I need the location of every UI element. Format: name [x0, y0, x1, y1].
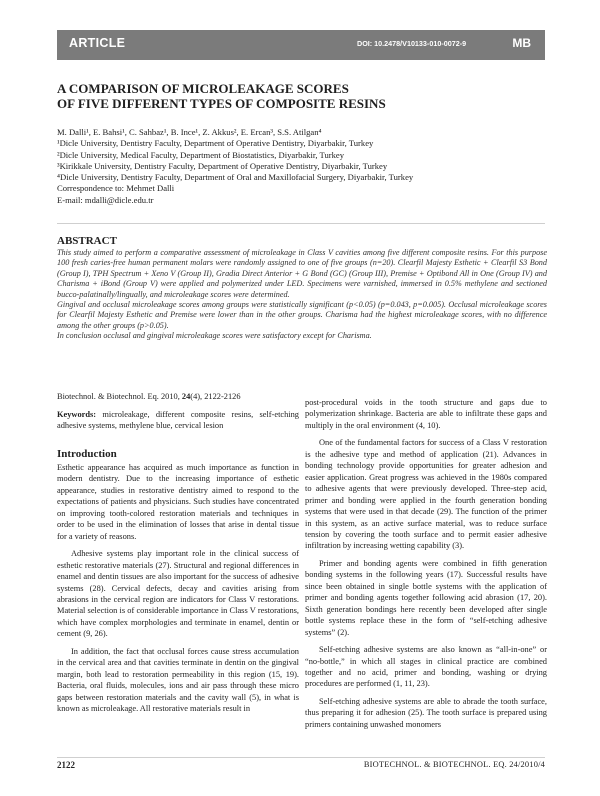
- article-title: [57, 81, 547, 111]
- citation-suffix: (4), 2122-2126: [190, 392, 241, 401]
- correspondence: Correspondence to: Mehmet Dalli: [57, 183, 175, 194]
- email[interactable]: E-mail: mdalli@dicle.edu.tr: [57, 194, 154, 205]
- abstract-paragraph: In conclusion occlusal and gingival microleakage scores were satisfactory except for Charisma.: [57, 331, 372, 341]
- author-list: M. Dalli¹, E. Bahsi¹, C. Sahbaz¹, B. Ince¹, Z. Akkus², E. Ercan³, S.S. Atilgan⁴: [57, 127, 322, 137]
- author-block: [57, 127, 547, 206]
- body-paragraph: post-procedural voids in the tooth structure and gaps due to polymerization shrinkage. Bacteria are able to infiltrate these gaps and multiply in the oral environment (4, 10).: [305, 398, 547, 430]
- body-paragraph: Esthetic appearance has acquired as much importance as function in modern dentistry. Due to the increasing importance of esthetic appearance, studies in restorative dentistry aimed to respond to the expectations of patients and physicians. Such studies have concentrated on improving tooth-colored restoration materials and techniques in order to be used in the elimination of losses that arise in dental tissue for a variety of reasons.: [57, 463, 299, 541]
- affiliation-1: ¹Dicle University, Dentistry Faculty, Department of Operative Dentistry, Diyarbakir, Turkey: [57, 138, 374, 149]
- right-column-body: [305, 397, 547, 730]
- citation-volume: 24: [181, 392, 191, 401]
- body-paragraph: Self-etching adhesive systems are also known as “all-in-one” or “no-bottle,” in which all stages in clinical practice are combined together and no acid, primer and bonding, washing or drying procedures are performed (1, 11, 23).: [305, 645, 547, 689]
- abstract-heading: ABSTRACT: [57, 235, 117, 247]
- abstract-body: [57, 248, 547, 342]
- abstract-divider: [57, 223, 545, 224]
- doi-label[interactable]: DOI: 10.2478/V10133-010-0072-9: [357, 39, 467, 48]
- body-paragraph: Adhesive systems play important role in the clinical success of esthetic restorative materials (27). Structural and regional differences in enamel and dentin tissues are also important for the success of adhesive systems (28). Cervical defects, decay and cavities arising from abrasions in the cervical region are indicators for Class V restorations. Material selection is of considerable importance in Class V restorations, which have complex morphologies and terminate in enamel, dentin or cement (9, 26).: [57, 549, 299, 639]
- citation-line: [57, 391, 299, 402]
- affiliation-3: ³Kirikkale University, Dentistry Faculty, Department of Operative Dentistry, Diyarbakir, Turkey: [57, 160, 388, 171]
- body-paragraph: Self-etching adhesive systems are able to abrade the tooth surface, thus preparing it for adhesion (25). The tooth surface is prepared using primers containing unwashed monomers: [305, 696, 547, 729]
- body-paragraph: In addition, the fact that occlusal forces cause stress accumulation in the cervical area and that cavities terminate in dentin on the gingival margin, both lead to restoration permeability in this region (15, 19). Bacteria, oral fluids, molecules, ions and air pass through these micro gaps between restoration materials and the cavity wall (5), in what is known as microleakage. All restorative materials result in: [57, 646, 299, 714]
- body-paragraph: One of the fundamental factors for success of a Class V restoration is the adhesive type and method of application (21). Advances in bonding technology provide opportunities for greater adhesion and easier application. Great progress was achieved in the 1980s compared to adhesive agents that were previously developed. Three-step acid, primer and bonding were applied in the fourth generation bonding systems that were used in that decade (29). The function of the primer in this system, as an active surface material, was to reduce surface tension by covering the tooth surface and to permit easier adhesive infiltration by increasing wetting capability (3).: [305, 438, 547, 551]
- introduction-heading: Introduction: [57, 448, 117, 460]
- keywords-label: Keywords:: [57, 410, 97, 419]
- section-label: ARTICLE: [69, 36, 126, 50]
- title-line-1: A COMPARISON OF MICROLEAKAGE SCORES: [57, 81, 349, 96]
- abstract-paragraph: Gingival and occlusal microleakage scores among groups were statistically significant (p<0.05) (p=0.043, p=0.005). Occlusal microleakage scores for Clearfil Majesty Esthetic and Premise were lower than in the other groups. Charisma had the highest microleakage scores, with no difference among the other groups (p>0.05).: [57, 300, 547, 330]
- page-number: 2122: [57, 760, 75, 770]
- affiliation-2: ²Dicle University, Medical Faculty, Department of Biostatistics, Diyarbakir, Turkey: [57, 149, 345, 160]
- left-column-body: [57, 462, 299, 715]
- keywords-text: microleakage, different composite resins, self-etching adhesive systems, methylene blue, cervical lesion: [57, 410, 299, 431]
- citation-prefix: Biotechnol. & Biotechnol. Eq. 2010,: [57, 392, 182, 401]
- footer-divider: [57, 757, 545, 758]
- abstract-paragraph: This study aimed to perform a comparative assessment of microleakage in Class V cavities among five different composite resins. For this purpose 100 fresh caries-free human permanent molars were randomly assigned to one of five groups (n=20). Clearfil Majesty Esthetic + Clearfil S3 Bond (Group I), TPH Spectrum + Xeno V (Group II), Gradia Direct Anterior + G Bond (GC) (Group III), Premise + Optibond All in One (Group IV) and Charisma + iBond (Group V) were applied and polymerized under LED. Specimens were varnished, immersed in 0.5% methylene and sectioned bucco-palatinally/lingually, and microleakage scores were determined.: [57, 248, 547, 299]
- article-header-bar: [57, 30, 545, 60]
- affiliation-4: ⁴Dicle University, Dentistry Faculty, Department of Oral and Maxillofacial Surgery, Diyarbakir, Turkey: [57, 172, 414, 183]
- journal-footer: BIOTECHNOL. & BIOTECHNOL. EQ. 24/2010/4: [363, 760, 545, 769]
- section-code: MB: [512, 36, 531, 50]
- body-paragraph: Primer and bonding agents were combined in fifth generation bonding systems in the following years (17). Successful results have since been obtained in single bottle systems with the application of primer and bonding agents together following acid abrasion (17, 20). Sixth generation bondings here recently been developed after single bottle systems replace these in the form of “self-etching adhesive systems” (2).: [305, 558, 547, 637]
- keywords: [57, 409, 299, 432]
- title-line-2: OF FIVE DIFFERENT TYPES OF COMPOSITE RESINS: [57, 96, 386, 111]
